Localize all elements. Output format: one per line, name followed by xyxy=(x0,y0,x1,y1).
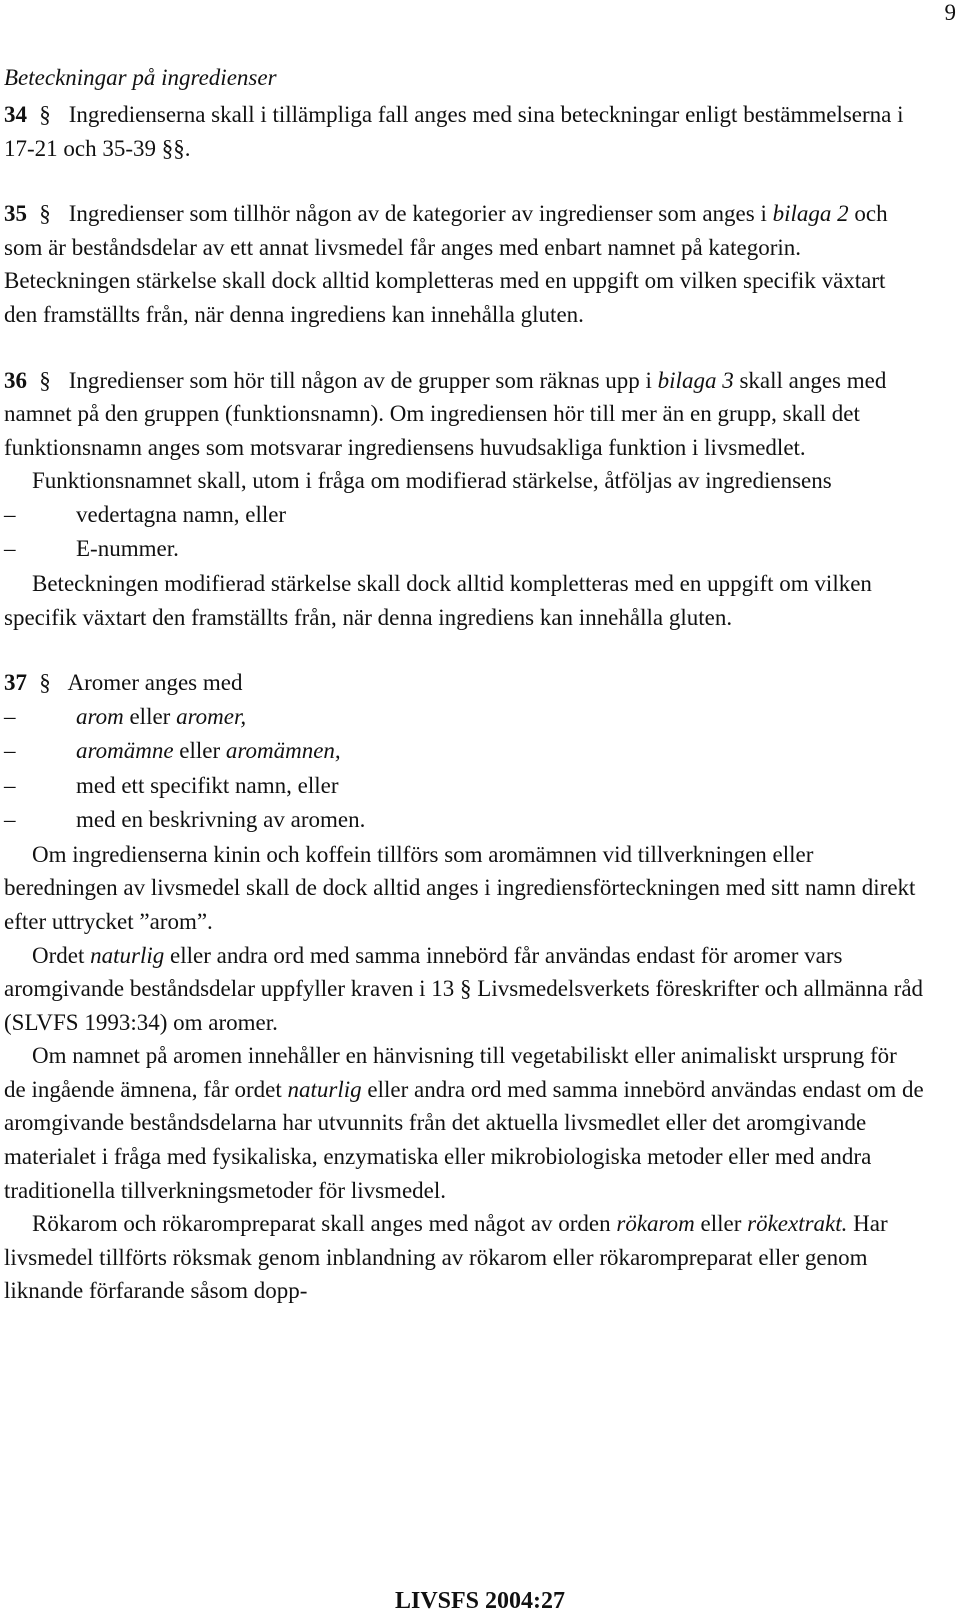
section-sign: § xyxy=(39,367,51,393)
paragraph-36-part-3: Beteckningen modifierad stärkelse skall dock alltid kompletteras med en uppgift om vilken specifik växtart den framställts från, när denna ingrediens kan innehålla gluten. xyxy=(4,570,872,630)
section-number: 34 xyxy=(4,102,27,127)
term: naturlig xyxy=(90,942,165,968)
dash-bullet: – xyxy=(4,536,16,562)
term: aromer, xyxy=(176,703,247,729)
list-item xyxy=(4,498,924,533)
paragraph-text: eller andra ord med samma innebörd användas endast om de aromgivande beståndsdelarna har utvunnits från det aktuella livsmedlet eller det aromgivande materialet i fråga med fysikaliska, enzymatiska eller mikrobiologiska metoder eller med andra traditionella tillverkningsmetoder för livsmedel. xyxy=(4,1076,924,1203)
paragraph-37-part-5 xyxy=(4,1207,924,1308)
dash-bullet: – xyxy=(4,807,16,833)
annex-reference: bilaga 3 xyxy=(657,367,734,393)
list-item-text: vedertagna namn, eller xyxy=(76,501,287,527)
term: aromämne xyxy=(76,738,174,764)
paragraph-text: eller andra ord med samma innebörd får användas endast för aromer vars aromgivande beståndsdelar uppfyller kraven i 13 § Livsmedelsverkets föreskrifter och allmänna råd (SLVFS 1993:34) om aromer. xyxy=(4,942,924,1035)
paragraph-text: Aromer anges med xyxy=(67,670,243,696)
section-number: 36 xyxy=(4,367,27,393)
list-item xyxy=(4,532,924,567)
paragraph-37-part-2: Om ingredienserna kinin och koffein tillförs som aromämnen vid tillverkningen eller beredningen av livsmedel skall de dock alltid anges i ingrediensförteckningen med sitt namn direkt efter uttrycket ”arom”. xyxy=(4,841,916,934)
document-footer: LIVSFS 2004:27 xyxy=(394,1588,566,1614)
paragraph-text: och som är beståndsdelar av ett annat livsmedel får anges med enbart namnet på kategorin. Beteckningen stärkelse skall dock alltid kompletteras med en uppgift om vilken specifik växtart den framställts från, när denna ingrediens kan innehålla gluten. xyxy=(4,201,888,327)
paragraph-34 xyxy=(4,98,924,165)
paragraph-37-part-4 xyxy=(4,1039,924,1207)
paragraph-text: Ingredienser som hör till någon av de grupper som räknas upp i xyxy=(68,367,658,393)
section-number: 35 xyxy=(4,201,27,227)
term: aromämnen, xyxy=(225,738,341,764)
term: rökextrakt. xyxy=(747,1211,848,1237)
dash-bullet: – xyxy=(4,772,16,798)
term: rökarom xyxy=(616,1211,695,1237)
paragraph-37 xyxy=(4,666,924,700)
list-item xyxy=(4,769,924,804)
paragraph-text: Om namnet på aromen innehåller en hänvisning till vegetabiliskt eller animaliskt ursprung för de ingående ämnena, får ordet xyxy=(4,1043,897,1102)
list-item xyxy=(4,734,924,769)
list-item-text: med en beskrivning av aromen. xyxy=(76,807,366,833)
list-item-text: med ett specifikt namn, eller xyxy=(76,772,339,798)
paragraph-text: eller xyxy=(694,1211,748,1237)
dash-bullet: – xyxy=(4,703,16,729)
term: arom xyxy=(76,703,124,729)
paragraph-37-part-3 xyxy=(4,939,924,1040)
list-item-text: eller xyxy=(173,738,226,764)
paragraph-text: Rökarom och rökarompreparat skall anges med något av orden xyxy=(32,1211,617,1237)
paragraph-text: Ordet xyxy=(32,942,91,968)
section-number: 37 xyxy=(4,670,27,696)
list-item xyxy=(4,803,924,838)
section-heading: Beteckningar på ingredienser xyxy=(4,65,277,90)
section-sign: § xyxy=(39,670,51,696)
paragraph-text: Ingredienser som tillhör någon av de kategorier av ingredienser som anges i xyxy=(68,201,773,227)
paragraph-text: Ingredienserna skall i tillämpliga fall anges med sina beteckningar enligt bestämmelserna i 17-21 och 35-39 §§. xyxy=(4,102,904,161)
section-sign: § xyxy=(39,102,51,127)
dash-bullet: – xyxy=(4,738,16,764)
list-item-text: eller xyxy=(123,703,177,729)
paragraph-36-part-2: Funktionsnamnet skall, utom i fråga om modifierad stärkelse, åtföljas av ingrediensens xyxy=(32,468,832,494)
list-item-text: E-nummer. xyxy=(76,536,179,562)
list-item xyxy=(4,700,924,735)
paragraph-text: Har livsmedel tillförts röksmak genom inblandning av rökarom eller rökarompreparat eller genom liknande förfarande såsom dopp- xyxy=(4,1211,888,1304)
paragraph-36 xyxy=(4,364,924,465)
annex-reference: bilaga 2 xyxy=(772,201,849,227)
page-number: 9 xyxy=(944,0,956,25)
paragraph-text: skall anges med namnet på den gruppen (funktionsnamn). Om ingrediensen hör till mer än en grupp, skall det funktionsnamn anges som motsvarar ingrediensens huvudsakliga funktion i livsmedlet. xyxy=(4,367,887,460)
term: naturlig xyxy=(287,1076,362,1102)
page-content xyxy=(4,58,924,1308)
dash-bullet: – xyxy=(4,501,16,527)
paragraph-35 xyxy=(4,197,924,331)
section-sign: § xyxy=(39,201,51,227)
